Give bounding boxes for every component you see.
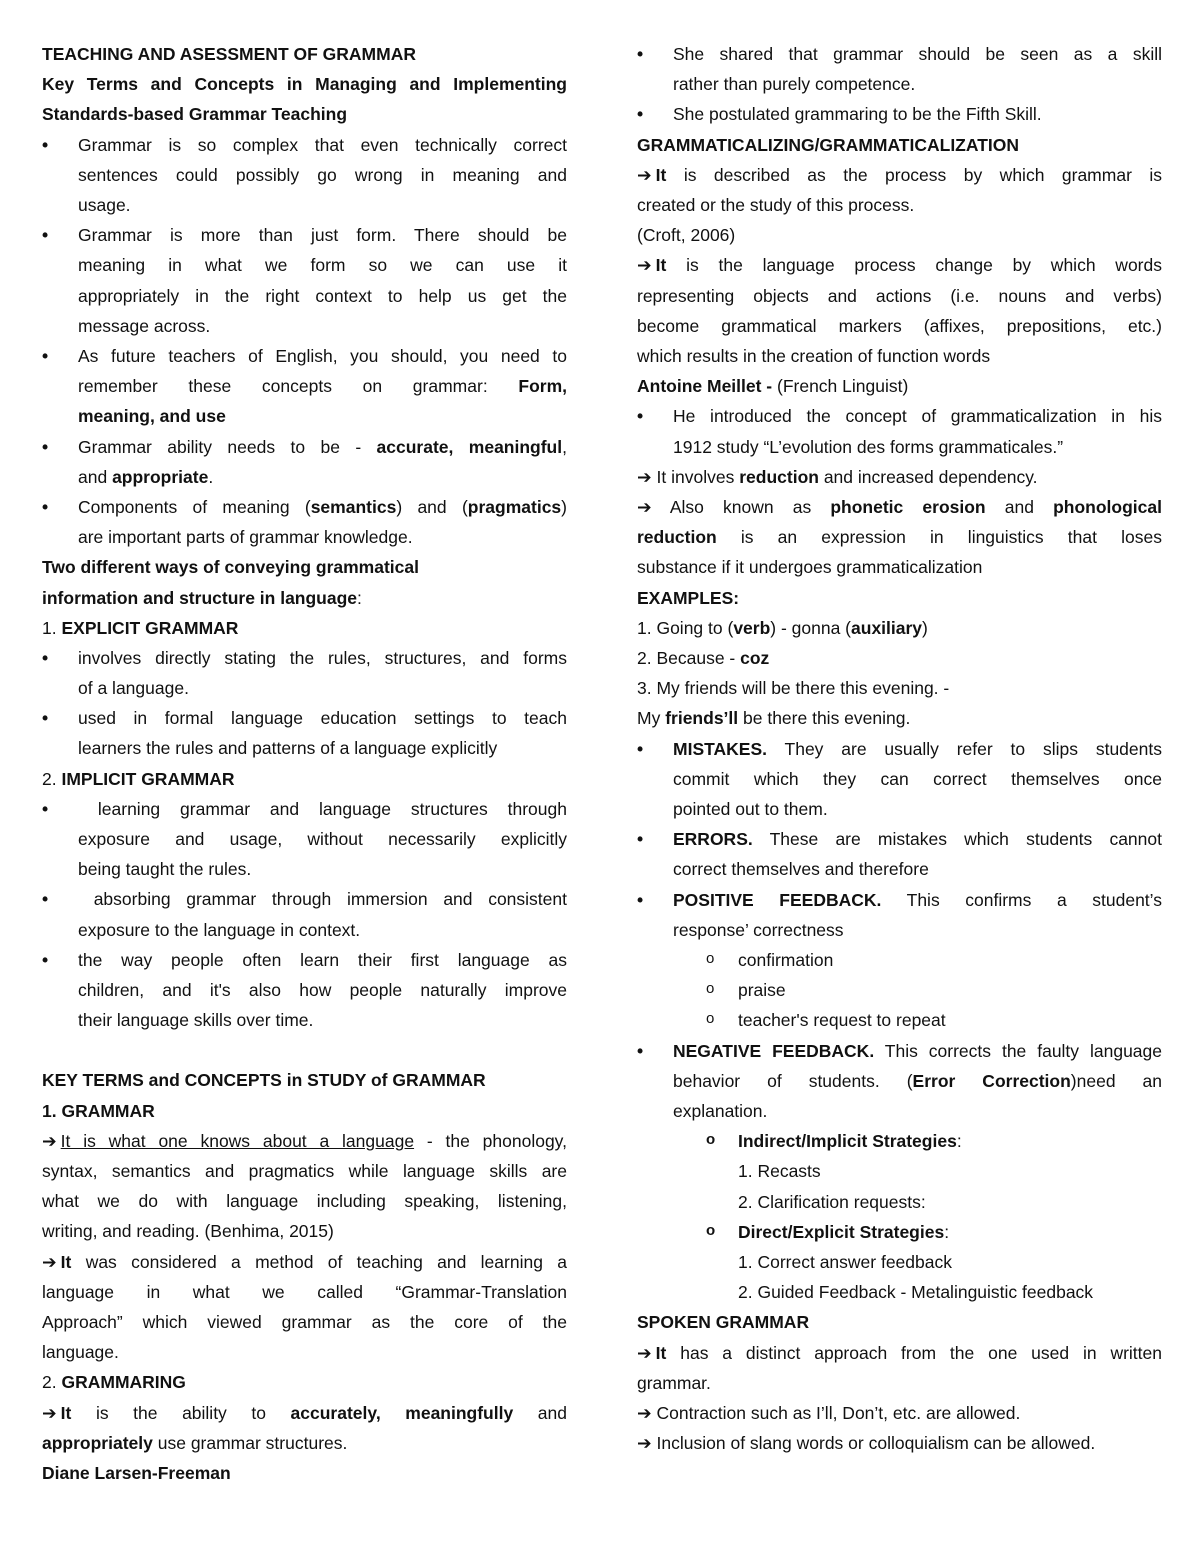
grammar-paragraph-1: ➔ It is what one knows about a language - the phonology, syntax, semantics and pragmatics while language skills are what we do with language including speaking, listening, writing, and reading. (Benhima, 2015) [42, 1130, 567, 1242]
implicit-grammar-heading: 2. IMPLICIT GRAMMAR [42, 768, 235, 789]
arrow-icon: ➔ [637, 255, 652, 276]
grammaring-heading: 2. GRAMMARING [42, 1372, 186, 1393]
implicit-bullet-2: • absorbing grammar through immersion and consistent exposure to the language in context. [42, 884, 567, 944]
grammar-heading: 1. GRAMMAR [42, 1100, 155, 1121]
bullet-fifth-skill: • She postulated grammaring to be the Fifth Skill. [637, 99, 1162, 129]
grammaticalization-paragraph-1: ➔ It is described as the process by which grammar is created or the study of this process. [637, 164, 1162, 215]
indirect-item-recasts: 1. Recasts [738, 1161, 821, 1182]
meillet-heading: Antoine Meillet - (French Linguist) [637, 376, 909, 397]
explicit-bullet-2: • used in formal language education settings to teach learners the rules and patterns of a language explicitly [42, 703, 567, 763]
arrow-icon: ➔ [42, 1251, 57, 1272]
direct-item-correct-answer: 1. Correct answer feedback [738, 1251, 952, 1272]
bullet-components-meaning: • Components of meaning (semantics) and (pragmatics) are important parts of grammar knowledge. [42, 492, 567, 552]
subtitle-line-1: Key Terms and Concepts in Managing and Implementing [42, 74, 567, 95]
key-terms-heading: KEY TERMS and CONCEPTS in STUDY of GRAMMAR [42, 1070, 486, 1091]
implicit-bullet-3: • the way people often learn their first language as children, and it's also how people naturally improve their language skills over time. [42, 945, 567, 1036]
erosion-paragraph: ➔ Also known as phonetic erosion and phonological reduction is an expression in linguistics that loses substance if it undergoes grammaticalization [637, 496, 1162, 578]
bullet-skill: • She shared that grammar should be seen as a skill rather than purely competence. [637, 39, 1162, 99]
spoken-paragraph-2: ➔ Contraction such as I’ll, Don’t, etc. are allowed. [637, 1402, 1021, 1423]
citation-croft: (Croft, 2006) [637, 225, 736, 246]
spoken-paragraph-3: ➔ Inclusion of slang words or colloquialism can be allowed. [637, 1433, 1096, 1454]
example-3: 3. My friends will be there this evening. - [637, 678, 950, 699]
positive-item-praise: o praise [637, 975, 1162, 1005]
example-3-result: My friends’ll be there this evening. [637, 708, 911, 729]
left-column [42, 39, 567, 1488]
right-column [637, 39, 1162, 1458]
author-name: Diane Larsen-Freeman [42, 1462, 231, 1483]
example-2: 2. Because - coz [637, 647, 770, 668]
grammaticalization-paragraph-2: ➔ It is the language process change by which words representing objects and actions (i.e. nouns and verbs) become grammatical markers (affixes, prepositions, etc.) which results in the creation of function words [637, 255, 1162, 366]
explicit-grammar-heading: 1. EXPLICIT GRAMMAR [42, 617, 239, 638]
examples-heading: EXAMPLES: [637, 587, 740, 608]
grammaring-paragraph: ➔ It is the ability to accurately, meaningfully and appropriately use grammar structures. [42, 1402, 567, 1453]
indirect-item-clarification: 2. Clarification requests: [738, 1191, 926, 1212]
example-1: 1. Going to (verb) - gonna (auxiliary) [637, 617, 928, 638]
arrow-icon: ➔ [637, 496, 652, 517]
arrow-icon: ➔ [637, 1342, 652, 1363]
implicit-bullet-1: • learning grammar and language structures through exposure and usage, without necessarily explicitly being taught the rules. [42, 794, 567, 885]
reduction-line: ➔ It involves reduction and increased dependency. [637, 466, 1038, 487]
ways-heading-line-2: information and structure in language: [42, 587, 362, 608]
spoken-grammar-heading: SPOKEN GRAMMAR [637, 1312, 810, 1333]
arrow-icon: ➔ [637, 466, 652, 487]
bullet-positive-feedback: • POSITIVE FEEDBACK. This confirms a student’s response’ correctness [637, 885, 1162, 945]
arrow-icon: ➔ [637, 1402, 652, 1423]
meillet-bullet: • He introduced the concept of grammaticalization in his 1912 study “L’evolution des forms grammaticales.” [637, 401, 1162, 461]
bullet-mistakes: • MISTAKES. They are usually refer to slips students commit which they can correct themselves once pointed out to them. [637, 734, 1162, 825]
arrow-icon: ➔ [42, 1402, 57, 1423]
page-title: TEACHING AND ASESSMENT OF GRAMMAR [42, 44, 416, 64]
arrow-icon: ➔ [637, 1433, 652, 1454]
positive-item-repeat: o teacher's request to repeat [637, 1005, 1162, 1035]
bullet-negative-feedback: • NEGATIVE FEEDBACK. This corrects the faulty language behavior of students. (Error Correction)need an explanation. [637, 1036, 1162, 1127]
grammar-paragraph-2: ➔ It was considered a method of teaching and learning a language in what we called “Grammar-Translation Approach” which viewed grammar as the core of the language. [42, 1251, 567, 1363]
arrow-icon: ➔ [637, 164, 652, 185]
bullet-grammar-ability: • Grammar ability needs to be - accurate, meaningful, and appropriate. [42, 432, 567, 492]
subtitle-line-2: Standards-based Grammar Teaching [42, 104, 348, 125]
direct-strategies-heading: o Direct/Explicit Strategies: [637, 1217, 1162, 1247]
direct-item-guided-feedback: 2. Guided Feedback - Metalinguistic feedback [738, 1282, 1094, 1303]
bullet-errors: • ERRORS. These are mistakes which students cannot correct themselves and therefore [637, 824, 1162, 884]
bullet-future-teachers: • As future teachers of English, you should, you need to remember these concepts on grammar: Form, meaning, and use [42, 341, 567, 432]
arrow-icon: ➔ [42, 1130, 57, 1151]
ways-heading-line-1: Two different ways of conveying grammatical [42, 557, 419, 578]
explicit-bullet-1: • involves directly stating the rules, structures, and forms of a language. [42, 643, 567, 703]
bullet-grammar-form: • Grammar is more than just form. There should be meaning in what we form so we can use it appropriately in the right context to help us get the message across. [42, 220, 567, 341]
indirect-strategies-heading: o Indirect/Implicit Strategies: [637, 1126, 1162, 1156]
spoken-paragraph-1: ➔ It has a distinct approach from the one used in written grammar. [637, 1342, 1162, 1393]
positive-item-confirmation: o confirmation [637, 945, 1162, 975]
bullet-grammar-complex: • Grammar is so complex that even technically correct sentences could possibly go wrong in meaning and usage. [42, 130, 567, 221]
grammaticalization-heading: GRAMMATICALIZING/GRAMMATICALIZATION [637, 134, 1020, 155]
